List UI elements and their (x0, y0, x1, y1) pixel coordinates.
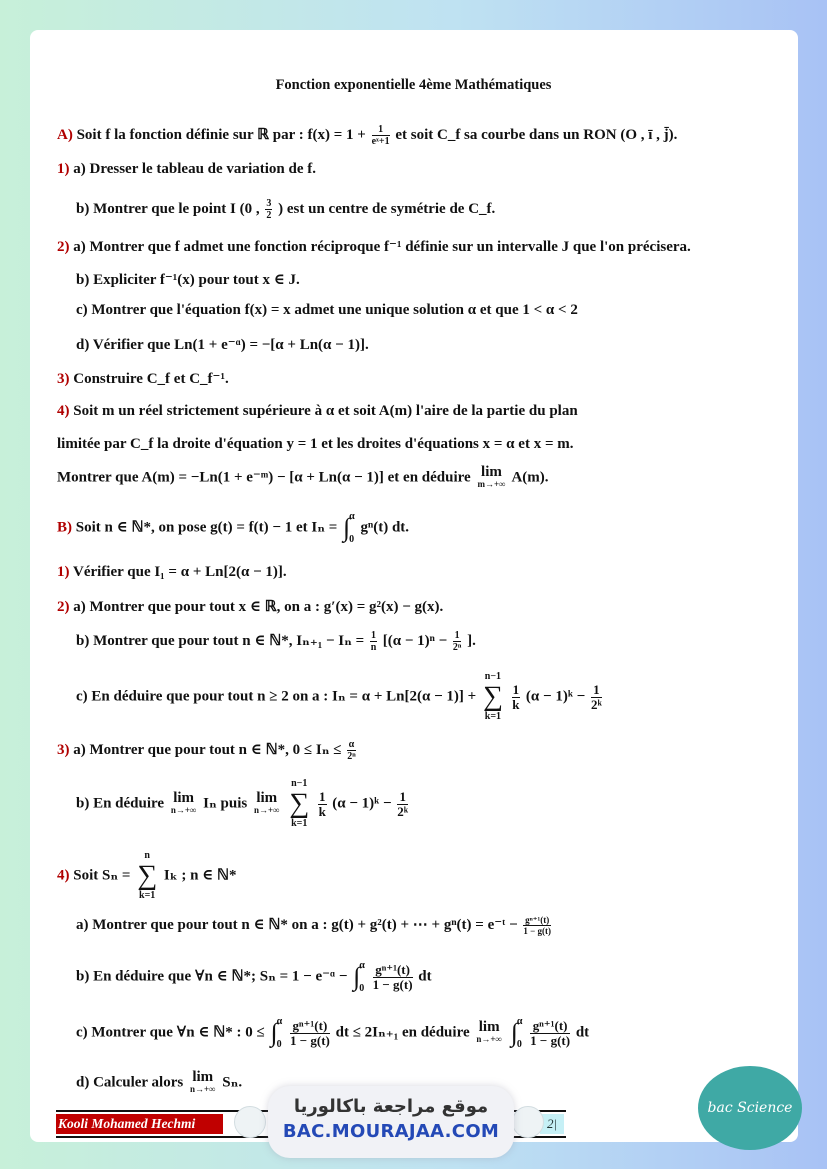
fraction: $\frac{1}{\text{2ⁿ}}$ (452, 630, 462, 653)
b-question-3a (57, 739, 358, 762)
fraction: $\frac{\text{gⁿ⁺¹(t)}}{1 - g(t)}$ (530, 1017, 571, 1048)
page-title: Fonction exponentielle 4ème Mathématiques (275, 77, 552, 93)
question-number: 2) (57, 239, 70, 255)
limit: lim m→+∞ (477, 464, 506, 489)
text: a) Montrer que f admet une fonction réciproque f⁻¹ définie sur un intervalle J que l'on précisera. (73, 239, 691, 255)
fraction: $\frac{1}{\text{2ᵏ}}$ (590, 681, 602, 712)
section-number: B) (57, 519, 72, 536)
text: a) Montrer que pour tout n ∈ ℕ*, 0 ≤ Iₙ ≤ (73, 741, 342, 758)
integral: ∫ α 0 (343, 511, 355, 545)
b-question-3b (76, 778, 410, 830)
question-2d (76, 335, 369, 354)
summation: n ∑ k=1 (137, 850, 158, 901)
fraction: $\frac{1}{\text{eˣ+1}}$ (371, 124, 390, 147)
part-a-intro (57, 124, 677, 147)
text: et soit C_f sa courbe dans un RON (O , ī , j̄). (395, 126, 678, 143)
fraction: $\frac{1}{\text{2ᵏ}}$ (397, 788, 409, 819)
footer-page-number: 2| (540, 1114, 564, 1134)
text: c) En déduire que pour tout n ≥ 2 on a : Iₙ = α + Ln[2(α − 1)] + (76, 688, 477, 705)
limit: lim n→+∞ (253, 790, 280, 815)
text: Vérifier que I₁ = α + Ln[2(α − 1)]. (72, 564, 287, 580)
text: (α − 1)ᵏ − (332, 795, 392, 812)
question-3 (57, 369, 229, 388)
text: (α − 1)ᵏ − (525, 688, 586, 705)
limit: lim n→+∞ (170, 790, 197, 815)
text: d) Vérifier que Ln(1 + e⁻ᵅ) = −[α + Ln(α − 1)]. (76, 337, 369, 353)
text: Sₙ. (222, 1074, 243, 1091)
text: Soit Sₙ = (73, 867, 131, 884)
summation: n−1 ∑ k=1 (289, 778, 310, 829)
question-1a (57, 161, 316, 178)
text: Iₖ ; n ∈ ℕ* (163, 867, 237, 884)
text: dt ≤ 2Iₙ₊₁ en déduire (335, 1024, 470, 1041)
fraction: $\frac{3}{2}$ (266, 198, 272, 221)
text: d) Calculer alors (76, 1074, 184, 1091)
text: a) Montrer que pour tout x ∈ ℝ, on a : g′(x) = g²(x) − g(x). (73, 599, 444, 615)
question-4 (57, 403, 578, 420)
text: gⁿ(t) dt. (360, 519, 410, 536)
text: b) En déduire que ∀n ∈ ℕ*; Sₙ = 1 − e⁻ᵅ − (76, 968, 348, 985)
text: Soit n ∈ ℕ*, on pose g(t) = f(t) − 1 et Iₙ = (75, 519, 338, 536)
text: Construire C_f et C_f⁻¹. (73, 371, 229, 387)
b-question-2c (76, 671, 604, 723)
text: b) En déduire (76, 795, 165, 812)
text: dt (575, 1024, 590, 1041)
site-logo-icon (512, 1106, 544, 1138)
site-logo-icon (234, 1106, 266, 1138)
question-number: 2) (57, 599, 70, 615)
watermark-arabic: موقع مراجعة باكالوريا (293, 1096, 489, 1117)
text: b) Expliciter f⁻¹(x) pour tout x ∈ J. (76, 272, 300, 288)
integral: ∫ α 0 (270, 1016, 283, 1050)
text: b) Montrer que le point I (76, 200, 236, 217)
question-2c (76, 302, 578, 319)
question-number: 3) (57, 371, 70, 387)
text: Soit f la fonction définie sur ℝ par : f(x) = 1 + (76, 126, 366, 143)
fraction: $\frac{1}{n}$ (370, 630, 377, 653)
text: dt (418, 968, 432, 985)
question-number: 4) (57, 403, 70, 419)
question-4-line3 (57, 466, 549, 490)
fraction: $\frac{1}{k}$ (318, 788, 326, 819)
watermark-site[interactable]: BAC.MOURAJAA.COM (282, 1121, 500, 1142)
text: (0 , (239, 200, 260, 217)
b-question-1 (57, 564, 287, 581)
b-question-4a (76, 915, 553, 936)
b-question-4b (76, 960, 432, 994)
limit: lim n→+∞ (476, 1019, 502, 1044)
question-number: 1) (57, 161, 70, 177)
text: Soit m un réel strictement supérieure à α et soit A(m) l'aire de la partie du plan (73, 403, 578, 419)
fraction: $\frac{1}{k}$ (512, 681, 520, 712)
text: Iₙ puis (203, 795, 248, 812)
b-question-4 (57, 850, 237, 902)
question-4-line2 (57, 436, 574, 453)
text: est un centre de symétrie de C_f. (286, 200, 496, 217)
b-question-2a (57, 597, 443, 616)
text: c) Montrer que ∀n ∈ ℕ* : 0 ≤ (76, 1024, 265, 1041)
bac-science-badge: bac Science (698, 1066, 802, 1150)
text: a) Dresser le tableau de variation de f. (73, 161, 316, 177)
question-number: 4) (57, 867, 70, 884)
text: limitée par C_f la droite d'équation y = 1 et les droites d'équations x = α et x = m. (57, 436, 574, 452)
section-number: A) (57, 126, 73, 143)
text: [(α − 1)ⁿ − (382, 632, 448, 649)
text: ) (278, 200, 284, 217)
fraction: $\frac{\alpha}{\text{2ⁿ}}$ (347, 739, 356, 762)
b-question-4d (76, 1071, 242, 1095)
text: Montrer que A(m) = −Ln(1 + e⁻ᵐ) − [α + Ln(α − 1)] et en déduire (57, 469, 471, 486)
text: ]. (467, 632, 476, 649)
b-question-4c (76, 1016, 589, 1050)
fraction: $\frac{\text{gⁿ⁺¹(t)}}{1 - g(t)}$ (372, 961, 413, 992)
question-2a (57, 237, 691, 256)
question-2b (76, 270, 300, 289)
footer-author: Kooli Mohamed Hechmi (56, 1114, 223, 1134)
text: b) Montrer que pour tout n ∈ ℕ*, Iₙ₊₁ − Iₙ = (76, 632, 365, 649)
summation: n−1 ∑ k=1 (482, 671, 503, 722)
question-number: 3) (57, 741, 70, 758)
watermark-banner[interactable] (268, 1086, 514, 1158)
text: A(m). (511, 469, 549, 486)
b-question-2b (76, 630, 476, 653)
question-1b (76, 198, 495, 221)
question-number: 1) (57, 564, 70, 580)
fraction: $\frac{\text{gⁿ⁺¹(t)}}{1 - g(t)}$ (289, 1017, 330, 1048)
integral: ∫ α 0 (353, 960, 365, 994)
integral: ∫ α 0 (510, 1016, 523, 1050)
part-b-intro (57, 511, 409, 545)
text: c) Montrer que l'équation f(x) = x admet une unique solution α et que 1 < α < 2 (76, 302, 578, 318)
fraction: $\frac{\text{gⁿ⁺¹(t)}}{1 - g(t)}$ (523, 915, 551, 937)
limit: lim n→+∞ (189, 1069, 216, 1094)
text: a) Montrer que pour tout n ∈ ℕ* on a : g(t) + g²(t) + ⋯ + gⁿ(t) = e⁻ᵗ − (76, 917, 518, 933)
